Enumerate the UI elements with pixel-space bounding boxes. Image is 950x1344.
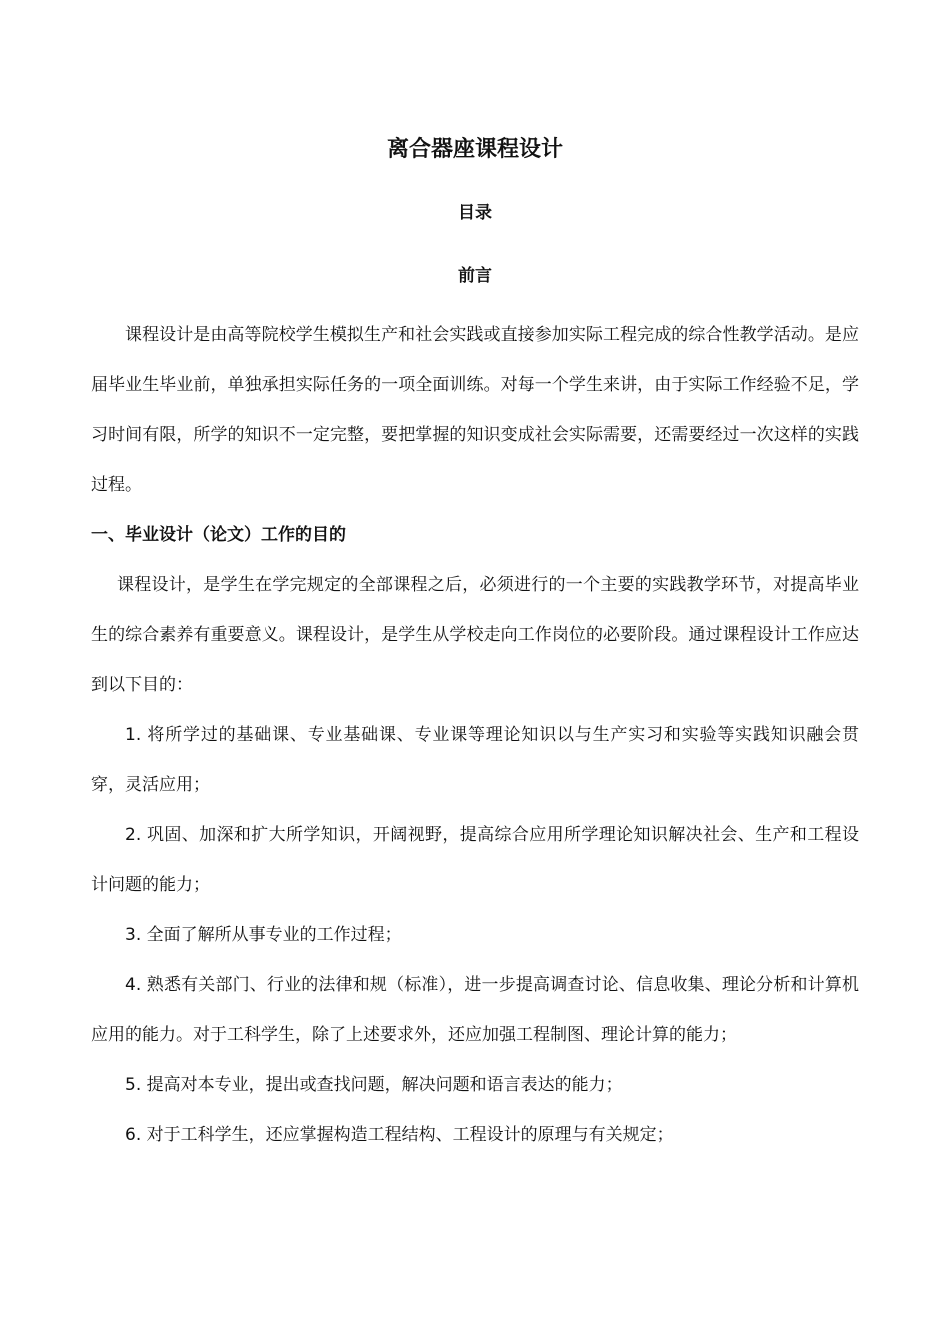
list-item: 3. 全面了解所从事专业的工作过程； bbox=[125, 925, 402, 945]
preface-heading: 前言 bbox=[458, 266, 492, 286]
list-item: 1. 将所学过的基础课、专业基础课、专业课等理论知识以与生产实习和实验等实践知识融会贯穿，灵活应用； bbox=[91, 725, 859, 795]
list-item: 6. 对于工科学生，还应掌握构造工程结构、工程设计的原理与有关规定； bbox=[125, 1125, 674, 1145]
list-item: 4. 熟悉有关部门、行业的法律和规（标准），进一步提高调查讨论、信息收集、理论分析和计算机应用的能力。对于工科学生，除了上述要求外，还应加强工程制图、理论计算的能力； bbox=[91, 975, 859, 1045]
document-title: 离合器座课程设计 bbox=[386, 137, 563, 162]
preface-paragraph: 课程设计是由高等院校学生模拟生产和社会实践或直接参加实际工程完成的综合性教学活动。是应届毕业生毕业前，单独承担实际任务的一项全面训练。对每一个学生来讲，由于实际工作经验不足，学习时间有限，所学的知识不一定完整，要把掌握的知识变成社会实际需要，还需要经过一次这样的实践过程。 bbox=[91, 325, 859, 495]
toc-heading: 目录 bbox=[458, 203, 492, 223]
list-item: 2. 巩固、加深和扩大所学知识，开阔视野，提高综合应用所学理论知识解决社会、生产和工程设计问题的能力； bbox=[91, 825, 859, 895]
section-heading: 一、毕业设计（论文）工作的目的 bbox=[91, 525, 346, 545]
section-intro-paragraph: 课程设计，是学生在学完规定的全部课程之后，必须进行的一个主要的实践教学环节，对提高毕业生的综合素养有重要意义。课程设计，是学生从学校走向工作岗位的必要阶段。通过课程设计工作应达到以下目的： bbox=[91, 575, 859, 695]
list-item: 5. 提高对本专业，提出或查找问题，解决问题和语言表达的能力； bbox=[125, 1075, 623, 1095]
document-page bbox=[91, 130, 859, 1160]
